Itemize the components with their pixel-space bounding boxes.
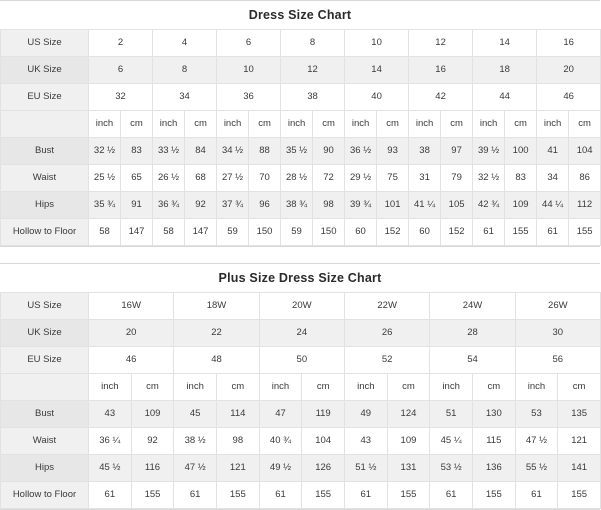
cell: 96 <box>249 192 281 219</box>
cell: 16 <box>537 30 601 57</box>
cell: 14 <box>473 30 537 57</box>
cell: 25 ½ <box>89 165 121 192</box>
cell: 2 <box>89 30 153 57</box>
cell: 72 <box>313 165 345 192</box>
cell: 104 <box>302 428 345 455</box>
unit-row <box>1 374 601 401</box>
unit-cell: inch <box>89 374 132 401</box>
cell: 61 <box>473 219 505 246</box>
cell: 61 <box>174 482 217 509</box>
cell: 18W <box>174 293 259 320</box>
cell: 121 <box>216 455 259 482</box>
cell: 39 ½ <box>473 138 505 165</box>
cell: 24W <box>430 293 515 320</box>
dress-size-chart-block <box>0 0 600 247</box>
cell: 26 <box>344 320 429 347</box>
cell: 92 <box>185 192 217 219</box>
cell: 109 <box>131 401 174 428</box>
row-label: US Size <box>1 293 89 320</box>
unit-cell: inch <box>281 111 313 138</box>
unit-cell: cm <box>441 111 473 138</box>
standard-size-table <box>0 29 601 246</box>
cell: 35 ½ <box>281 138 313 165</box>
table-row <box>1 138 601 165</box>
cell: 61 <box>344 482 387 509</box>
cell: 109 <box>387 428 430 455</box>
cell: 51 <box>430 401 473 428</box>
cell: 70 <box>249 165 281 192</box>
cell: 61 <box>537 219 569 246</box>
cell: 61 <box>430 482 473 509</box>
cell: 124 <box>387 401 430 428</box>
cell: 20 <box>537 57 601 84</box>
cell: 53 ½ <box>430 455 473 482</box>
row-label: Hollow to Floor <box>1 219 89 246</box>
cell: 22 <box>174 320 259 347</box>
cell: 131 <box>387 455 430 482</box>
cell: 20W <box>259 293 344 320</box>
cell: 155 <box>302 482 345 509</box>
cell: 83 <box>121 138 153 165</box>
cell: 40 <box>345 84 409 111</box>
cell: 90 <box>313 138 345 165</box>
standard-size-table-body <box>1 30 601 246</box>
cell: 47 ½ <box>174 455 217 482</box>
cell: 55 ½ <box>515 455 558 482</box>
cell: 54 <box>430 347 515 374</box>
cell: 18 <box>473 57 537 84</box>
cell: 155 <box>387 482 430 509</box>
cell: 47 ½ <box>515 428 558 455</box>
unit-cell: cm <box>472 374 515 401</box>
cell: 16 <box>409 57 473 84</box>
table-row <box>1 84 601 111</box>
unit-cell: inch <box>344 374 387 401</box>
plus-size-table <box>0 292 601 509</box>
cell: 29 ½ <box>345 165 377 192</box>
cell: 83 <box>505 165 537 192</box>
cell: 34 <box>153 84 217 111</box>
cell: 36 ¾ <box>153 192 185 219</box>
cell: 58 <box>89 219 121 246</box>
unit-cell: cm <box>569 111 601 138</box>
cell: 121 <box>558 428 601 455</box>
cell: 20 <box>89 320 174 347</box>
cell: 45 ¼ <box>430 428 473 455</box>
cell: 41 ¼ <box>409 192 441 219</box>
cell: 116 <box>131 455 174 482</box>
cell: 49 ½ <box>259 455 302 482</box>
cell: 155 <box>558 482 601 509</box>
cell: 8 <box>153 57 217 84</box>
cell: 28 ½ <box>281 165 313 192</box>
cell: 38 ¾ <box>281 192 313 219</box>
row-label: Hips <box>1 192 89 219</box>
cell: 28 <box>430 320 515 347</box>
chart-gap <box>0 247 600 263</box>
cell: 79 <box>441 165 473 192</box>
cell: 44 ¼ <box>537 192 569 219</box>
cell: 60 <box>409 219 441 246</box>
cell: 152 <box>377 219 409 246</box>
unit-cell: cm <box>216 374 259 401</box>
cell: 40 ¾ <box>259 428 302 455</box>
cell: 45 <box>174 401 217 428</box>
unit-cell: cm <box>377 111 409 138</box>
row-label: Waist <box>1 428 89 455</box>
table-row <box>1 192 601 219</box>
row-label: EU Size <box>1 347 89 374</box>
cell: 36 ¼ <box>89 428 132 455</box>
cell: 39 ¾ <box>345 192 377 219</box>
cell: 155 <box>472 482 515 509</box>
cell: 36 <box>217 84 281 111</box>
cell: 10 <box>345 30 409 57</box>
table-row <box>1 455 601 482</box>
table-row <box>1 293 601 320</box>
cell: 150 <box>313 219 345 246</box>
chart-title-plus: Plus Size Dress Size Chart <box>218 271 382 285</box>
table-row <box>1 428 601 455</box>
cell: 100 <box>505 138 537 165</box>
cell: 98 <box>313 192 345 219</box>
cell: 155 <box>216 482 259 509</box>
cell: 141 <box>558 455 601 482</box>
cell: 22W <box>344 293 429 320</box>
unit-cell: inch <box>409 111 441 138</box>
cell: 44 <box>473 84 537 111</box>
table-row <box>1 219 601 246</box>
table-row <box>1 401 601 428</box>
cell: 101 <box>377 192 409 219</box>
cell: 24 <box>259 320 344 347</box>
cell: 36 ½ <box>345 138 377 165</box>
cell: 37 ¾ <box>217 192 249 219</box>
cell: 59 <box>217 219 249 246</box>
cell: 155 <box>131 482 174 509</box>
table-row <box>1 320 601 347</box>
chart-title-standard: Dress Size Chart <box>248 8 352 22</box>
cell: 126 <box>302 455 345 482</box>
cell: 150 <box>249 219 281 246</box>
row-label: Hips <box>1 455 89 482</box>
unit-cell: cm <box>131 374 174 401</box>
cell: 135 <box>558 401 601 428</box>
unit-cell: inch <box>259 374 302 401</box>
cell: 41 <box>537 138 569 165</box>
cell: 61 <box>515 482 558 509</box>
cell: 98 <box>216 428 259 455</box>
cell: 35 ¾ <box>89 192 121 219</box>
cell: 33 ½ <box>153 138 185 165</box>
unit-row-label <box>1 111 89 138</box>
cell: 105 <box>441 192 473 219</box>
cell: 8 <box>281 30 345 57</box>
unit-cell: cm <box>558 374 601 401</box>
row-label: EU Size <box>1 84 89 111</box>
cell: 14 <box>345 57 409 84</box>
cell: 32 ½ <box>89 138 121 165</box>
cell: 12 <box>281 57 345 84</box>
unit-cell: inch <box>473 111 505 138</box>
unit-cell: inch <box>515 374 558 401</box>
cell: 56 <box>515 347 600 374</box>
row-label: Hollow to Floor <box>1 482 89 509</box>
cell: 86 <box>569 165 601 192</box>
cell: 92 <box>131 428 174 455</box>
cell: 26W <box>515 293 600 320</box>
unit-cell: cm <box>387 374 430 401</box>
cell: 104 <box>569 138 601 165</box>
cell: 38 <box>281 84 345 111</box>
cell: 119 <box>302 401 345 428</box>
cell: 61 <box>259 482 302 509</box>
cell: 34 <box>537 165 569 192</box>
cell: 31 <box>409 165 441 192</box>
table-row <box>1 347 601 374</box>
cell: 65 <box>121 165 153 192</box>
plus-size-chart-block <box>0 263 600 510</box>
cell: 52 <box>344 347 429 374</box>
unit-row <box>1 111 601 138</box>
cell: 84 <box>185 138 217 165</box>
table-row <box>1 57 601 84</box>
unit-cell: cm <box>313 111 345 138</box>
cell: 32 <box>89 84 153 111</box>
plus-size-table-body <box>1 293 601 509</box>
row-label: Waist <box>1 165 89 192</box>
cell: 112 <box>569 192 601 219</box>
cell: 50 <box>259 347 344 374</box>
cell: 91 <box>121 192 153 219</box>
unit-cell: inch <box>537 111 569 138</box>
cell: 45 ½ <box>89 455 132 482</box>
cell: 32 ½ <box>473 165 505 192</box>
unit-cell: inch <box>153 111 185 138</box>
table-row <box>1 30 601 57</box>
unit-cell: inch <box>174 374 217 401</box>
cell: 26 ½ <box>153 165 185 192</box>
cell: 53 <box>515 401 558 428</box>
cell: 155 <box>569 219 601 246</box>
cell: 58 <box>153 219 185 246</box>
unit-cell: cm <box>185 111 217 138</box>
cell: 152 <box>441 219 473 246</box>
cell: 27 ½ <box>217 165 249 192</box>
cell: 115 <box>472 428 515 455</box>
cell: 43 <box>344 428 387 455</box>
cell: 147 <box>121 219 153 246</box>
row-label: Bust <box>1 401 89 428</box>
cell: 38 <box>409 138 441 165</box>
row-label: US Size <box>1 30 89 57</box>
table-row <box>1 165 601 192</box>
cell: 34 ½ <box>217 138 249 165</box>
cell: 114 <box>216 401 259 428</box>
cell: 42 <box>409 84 473 111</box>
unit-row-label <box>1 374 89 401</box>
cell: 48 <box>174 347 259 374</box>
cell: 109 <box>505 192 537 219</box>
cell: 68 <box>185 165 217 192</box>
cell: 97 <box>441 138 473 165</box>
unit-cell: inch <box>345 111 377 138</box>
cell: 93 <box>377 138 409 165</box>
cell: 46 <box>537 84 601 111</box>
cell: 43 <box>89 401 132 428</box>
unit-cell: cm <box>249 111 281 138</box>
cell: 10 <box>217 57 281 84</box>
cell: 147 <box>185 219 217 246</box>
cell: 51 ½ <box>344 455 387 482</box>
cell: 59 <box>281 219 313 246</box>
cell: 38 ½ <box>174 428 217 455</box>
unit-cell: inch <box>217 111 249 138</box>
cell: 46 <box>89 347 174 374</box>
cell: 4 <box>153 30 217 57</box>
row-label: Bust <box>1 138 89 165</box>
unit-cell: inch <box>430 374 473 401</box>
unit-cell: cm <box>505 111 537 138</box>
cell: 42 ¾ <box>473 192 505 219</box>
cell: 12 <box>409 30 473 57</box>
cell: 16W <box>89 293 174 320</box>
cell: 75 <box>377 165 409 192</box>
cell: 136 <box>472 455 515 482</box>
unit-cell: cm <box>121 111 153 138</box>
cell: 49 <box>344 401 387 428</box>
cell: 130 <box>472 401 515 428</box>
cell: 155 <box>505 219 537 246</box>
cell: 30 <box>515 320 600 347</box>
cell: 60 <box>345 219 377 246</box>
cell: 6 <box>89 57 153 84</box>
cell: 88 <box>249 138 281 165</box>
table-row <box>1 482 601 509</box>
row-label: UK Size <box>1 320 89 347</box>
cell: 61 <box>89 482 132 509</box>
cell: 6 <box>217 30 281 57</box>
unit-cell: inch <box>89 111 121 138</box>
row-label: UK Size <box>1 57 89 84</box>
unit-cell: cm <box>302 374 345 401</box>
cell: 47 <box>259 401 302 428</box>
